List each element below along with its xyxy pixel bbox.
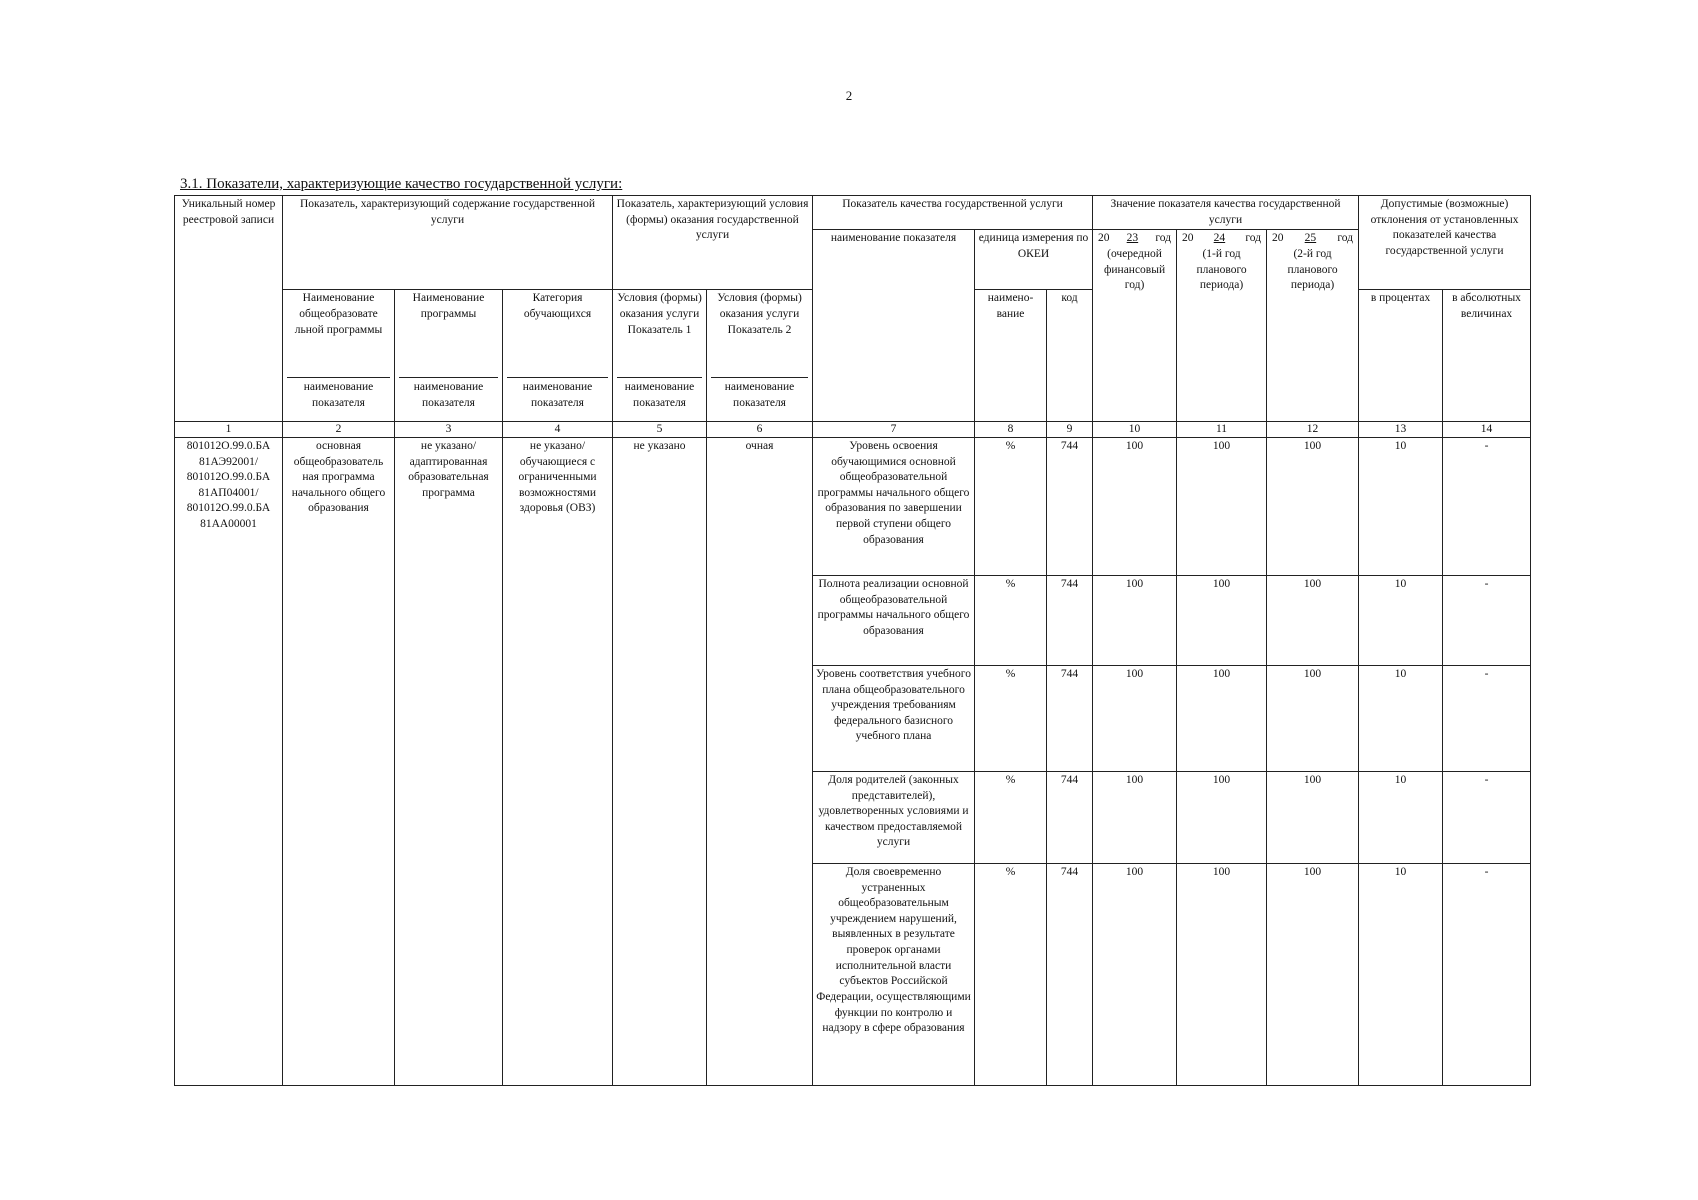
indicator-name: Доля своевременно устраненных общеобразовательным учреждением нарушений, выявленных в результате проверок органами исполнительной власти субъектов Российской Федерации, осуществляющими функции по контролю и надзору в сфере образования xyxy=(813,863,975,1085)
deviation-percent: 10 xyxy=(1359,863,1443,1085)
header-quality-group: Показатель качества государственной услуги xyxy=(813,196,1093,230)
value-2023: 100 xyxy=(1093,665,1177,771)
header-category: Категория обучающихся наименование показателя xyxy=(503,290,613,422)
program-name: основная общеобразователь ная программа начального общего образования xyxy=(283,437,395,1085)
value-2024: 100 xyxy=(1177,437,1267,575)
value-2024: 100 xyxy=(1177,575,1267,665)
column-number: 14 xyxy=(1443,422,1531,438)
column-number: 1 xyxy=(175,422,283,438)
indicator-unit: % xyxy=(975,575,1047,665)
deviation-absolute: - xyxy=(1443,771,1531,863)
indicator-name: Доля родителей (законных представителей), удовлетворенных условиями и качеством предоставляемой услуги xyxy=(813,771,975,863)
header-unit-name: наимено-вание xyxy=(975,290,1047,422)
indicator-name: Полнота реализации основной общеобразовательной программы начального общего образования xyxy=(813,575,975,665)
value-2024: 100 xyxy=(1177,771,1267,863)
header-values-group: Значение показателя качества государственной услуги xyxy=(1093,196,1359,230)
indicator-name: Уровень соответствия учебного плана общеобразовательного учреждения требованиям федерального базисного учебного плана xyxy=(813,665,975,771)
indicator-code: 744 xyxy=(1047,437,1093,575)
header-unit-code: код xyxy=(1047,290,1093,422)
value-2025: 100 xyxy=(1267,665,1359,771)
student-category: не указано/ обучающиеся с ограниченными возможностями здоровья (ОВЗ) xyxy=(503,437,613,1085)
header-unit-okei: единица измерения по ОКЕИ xyxy=(975,230,1093,290)
deviation-percent: 10 xyxy=(1359,665,1443,771)
value-2025: 100 xyxy=(1267,437,1359,575)
header-deviation-group: Допустимые (возможные) отклонения от установленных показателей качества государственной услуги xyxy=(1359,196,1531,290)
column-number: 9 xyxy=(1047,422,1093,438)
service-condition-1: не указано xyxy=(613,437,707,1085)
value-2025: 100 xyxy=(1267,771,1359,863)
deviation-absolute: - xyxy=(1443,437,1531,575)
header-year-2023: 20 23 год (очередной финансовый год) xyxy=(1093,230,1177,422)
value-2023: 100 xyxy=(1093,771,1177,863)
header-dev-absolute: в абсолютных величинах xyxy=(1443,290,1531,422)
value-2023: 100 xyxy=(1093,575,1177,665)
column-number: 8 xyxy=(975,422,1047,438)
indicator-name: Уровень освоения обучающимися основной общеобразовательной программы начального общего образования по завершении первой ступени общего образования xyxy=(813,437,975,575)
value-2024: 100 xyxy=(1177,863,1267,1085)
indicator-code: 744 xyxy=(1047,863,1093,1085)
indicator-code: 744 xyxy=(1047,665,1093,771)
program-type: не указано/ адаптированная образовательная программа xyxy=(395,437,503,1085)
indicator-unit: % xyxy=(975,665,1047,771)
table-row xyxy=(175,437,1531,575)
header-program: Наименование программы наименование показателя xyxy=(395,290,503,422)
registry-number: 801012О.99.0.БА 81АЭ92001/ 801012О.99.0.БА 81АП04001/ 801012О.99.0.БА 81АА00001 xyxy=(175,437,283,1085)
deviation-absolute: - xyxy=(1443,863,1531,1085)
header-year-2024: 20 24 год (1-й год планового периода) xyxy=(1177,230,1267,422)
header-condition-2: Условия (формы) оказания услуги Показатель 2 наименование показателя xyxy=(707,290,813,422)
indicator-unit: % xyxy=(975,863,1047,1085)
column-number: 7 xyxy=(813,422,975,438)
section-title: 3.1. Показатели, характеризующие качество государственной услуги: xyxy=(180,176,623,192)
deviation-absolute: - xyxy=(1443,665,1531,771)
header-year-2025: 20 25 год (2-й год планового периода) xyxy=(1267,230,1359,422)
column-number: 4 xyxy=(503,422,613,438)
deviation-percent: 10 xyxy=(1359,437,1443,575)
column-number: 5 xyxy=(613,422,707,438)
column-number: 11 xyxy=(1177,422,1267,438)
header-program-name: Наименование общеобразовате льной программы наименование показателя xyxy=(283,290,395,422)
header-dev-percent: в процентах xyxy=(1359,290,1443,422)
value-2023: 100 xyxy=(1093,863,1177,1085)
quality-indicators-table xyxy=(174,195,1531,1086)
indicator-code: 744 xyxy=(1047,771,1093,863)
column-number: 13 xyxy=(1359,422,1443,438)
page-number: 2 xyxy=(845,88,853,103)
indicator-unit: % xyxy=(975,437,1047,575)
header-indicator-name: наименование показателя xyxy=(813,230,975,422)
column-number: 6 xyxy=(707,422,813,438)
column-number: 12 xyxy=(1267,422,1359,438)
service-condition-2: очная xyxy=(707,437,813,1085)
value-2024: 100 xyxy=(1177,665,1267,771)
column-numbers-row xyxy=(175,422,1531,438)
deviation-absolute: - xyxy=(1443,575,1531,665)
column-number: 10 xyxy=(1093,422,1177,438)
header-content-group: Показатель, характеризующий содержание государственной услуги xyxy=(283,196,613,290)
indicator-unit: % xyxy=(975,771,1047,863)
deviation-percent: 10 xyxy=(1359,575,1443,665)
deviation-percent: 10 xyxy=(1359,771,1443,863)
indicator-code: 744 xyxy=(1047,575,1093,665)
value-2025: 100 xyxy=(1267,575,1359,665)
value-2025: 100 xyxy=(1267,863,1359,1085)
header-conditions-group: Показатель, характеризующий условия (формы) оказания государственной услуги xyxy=(613,196,813,290)
column-number: 3 xyxy=(395,422,503,438)
header-condition-1: Условия (формы) оказания услуги Показатель 1 наименование показателя xyxy=(613,290,707,422)
value-2023: 100 xyxy=(1093,437,1177,575)
header-registry: Уникальный номер реестровой записи xyxy=(175,196,283,422)
column-number: 2 xyxy=(283,422,395,438)
